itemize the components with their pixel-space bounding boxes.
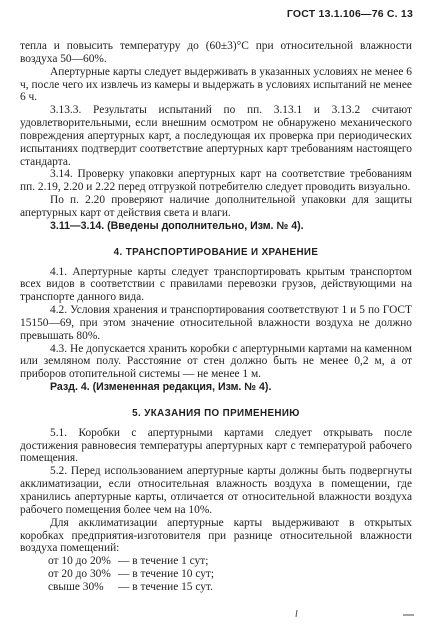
paragraph-5-1: 5.1. Коробки с апертурными картами следует открывать после достижения равновесия температуры апертурных карт с температурой рабочего помещения. — [20, 426, 412, 465]
paragraph-5-2: 5.2. Перед использованием апертурные карты должны быть подвергнуты акклиматизации, если относительная влажность воздуха в помещении, где хранились апертурные карты, отличается от относительной влажности воздуха рабочего помещения более чем на 10%. — [20, 465, 412, 516]
interval-period: — в течение 1 сут; — [118, 555, 209, 568]
scan-mark — [294, 609, 300, 619]
humidity-intervals-list — [20, 555, 412, 594]
document-body — [20, 40, 412, 594]
paragraph-continuation: тепла и повысить температуру до (60±3)°С при относительной влажности воздуха 50—60%. — [20, 40, 412, 65]
section-title-4: 4. ТРАНСПОРТИРОВАНИЕ И ХРАНЕНИЕ — [113, 246, 319, 258]
list-item — [20, 581, 412, 594]
paragraph: Для акклиматизации апертурные карты выдерживают в открытых коробках предприятия-изготовителя при разнице относительной влажности воздуха помещений: — [20, 516, 412, 555]
interval-period: — в течение 10 сут; — [118, 568, 215, 581]
amendment-note: Разд. 4. (Измененная редакция, Изм. № 4). — [50, 381, 272, 394]
page-header: ГОСТ 13.1.106—76 С. 13 — [286, 8, 413, 20]
amendment-note: 3.11—3.14. (Введены дополнительно, Изм. № 4). — [50, 219, 304, 232]
scan-artifacts — [294, 609, 424, 621]
scan-mark — [402, 612, 416, 618]
section-title-5: 5. УКАЗАНИЯ ПО ПРИМЕНЕНИЮ — [132, 407, 300, 419]
interval-range: от 20 до 30% — [48, 568, 111, 581]
interval-range: свыше 30% — [48, 580, 104, 593]
paragraph-4-2: 4.2. Условия хранения и транспортирования соответствуют 1 и 5 по ГОСТ 15150—69, при этом значение относительной влажности воздуха не должно превышать 80%. — [20, 304, 412, 342]
paragraph: По п. 2.20 проверяют наличие дополнительной упаковки для защиты апертурных карт от действия света и влаги. — [20, 194, 412, 219]
paragraph-4-3: 4.3. Не допускается хранить коробки с апертурными картами на каменном или земляном полу. Расстояние от стен должно быть не менее 0,2 м, а от приборов отопительной системы — не менее 1 м. — [20, 342, 412, 381]
paragraph-3-13-3: 3.13.3. Результаты испытаний по пп. 3.13.1 и 3.13.2 считают удовлетворительными, если внешним осмотром не обнаружено механического повреждения апертурных карт, а последующая их проверка при периодических испытаниях подтвердит соответствие апертурных карт требованиям настоящего стандарта. — [20, 104, 412, 168]
list-item — [20, 555, 412, 568]
list-item — [20, 568, 412, 581]
paragraph-3-14: 3.14. Проверку упаковки апертурных карт на соответствие требованиям пп. 2.19, 2.20 и 2.22 перед отгрузкой потребителю следует проводить визуально. — [20, 168, 412, 194]
interval-range: от 10 до 20% — [48, 555, 111, 568]
paragraph: Апертурные карты следует выдерживать в указанных условиях не менее 6 ч, после чего их извлечь из камеры и выдержать в условиях испытаний не менее 6 ч. — [20, 65, 412, 104]
interval-period: — в течение 15 сут. — [118, 580, 213, 593]
paragraph-4-1: 4.1. Апертурные карты следует транспортировать крытым транспортом всех видов в соответствии с правилами перевозки грузов, действующими на транспорте данного вида. — [20, 265, 412, 304]
